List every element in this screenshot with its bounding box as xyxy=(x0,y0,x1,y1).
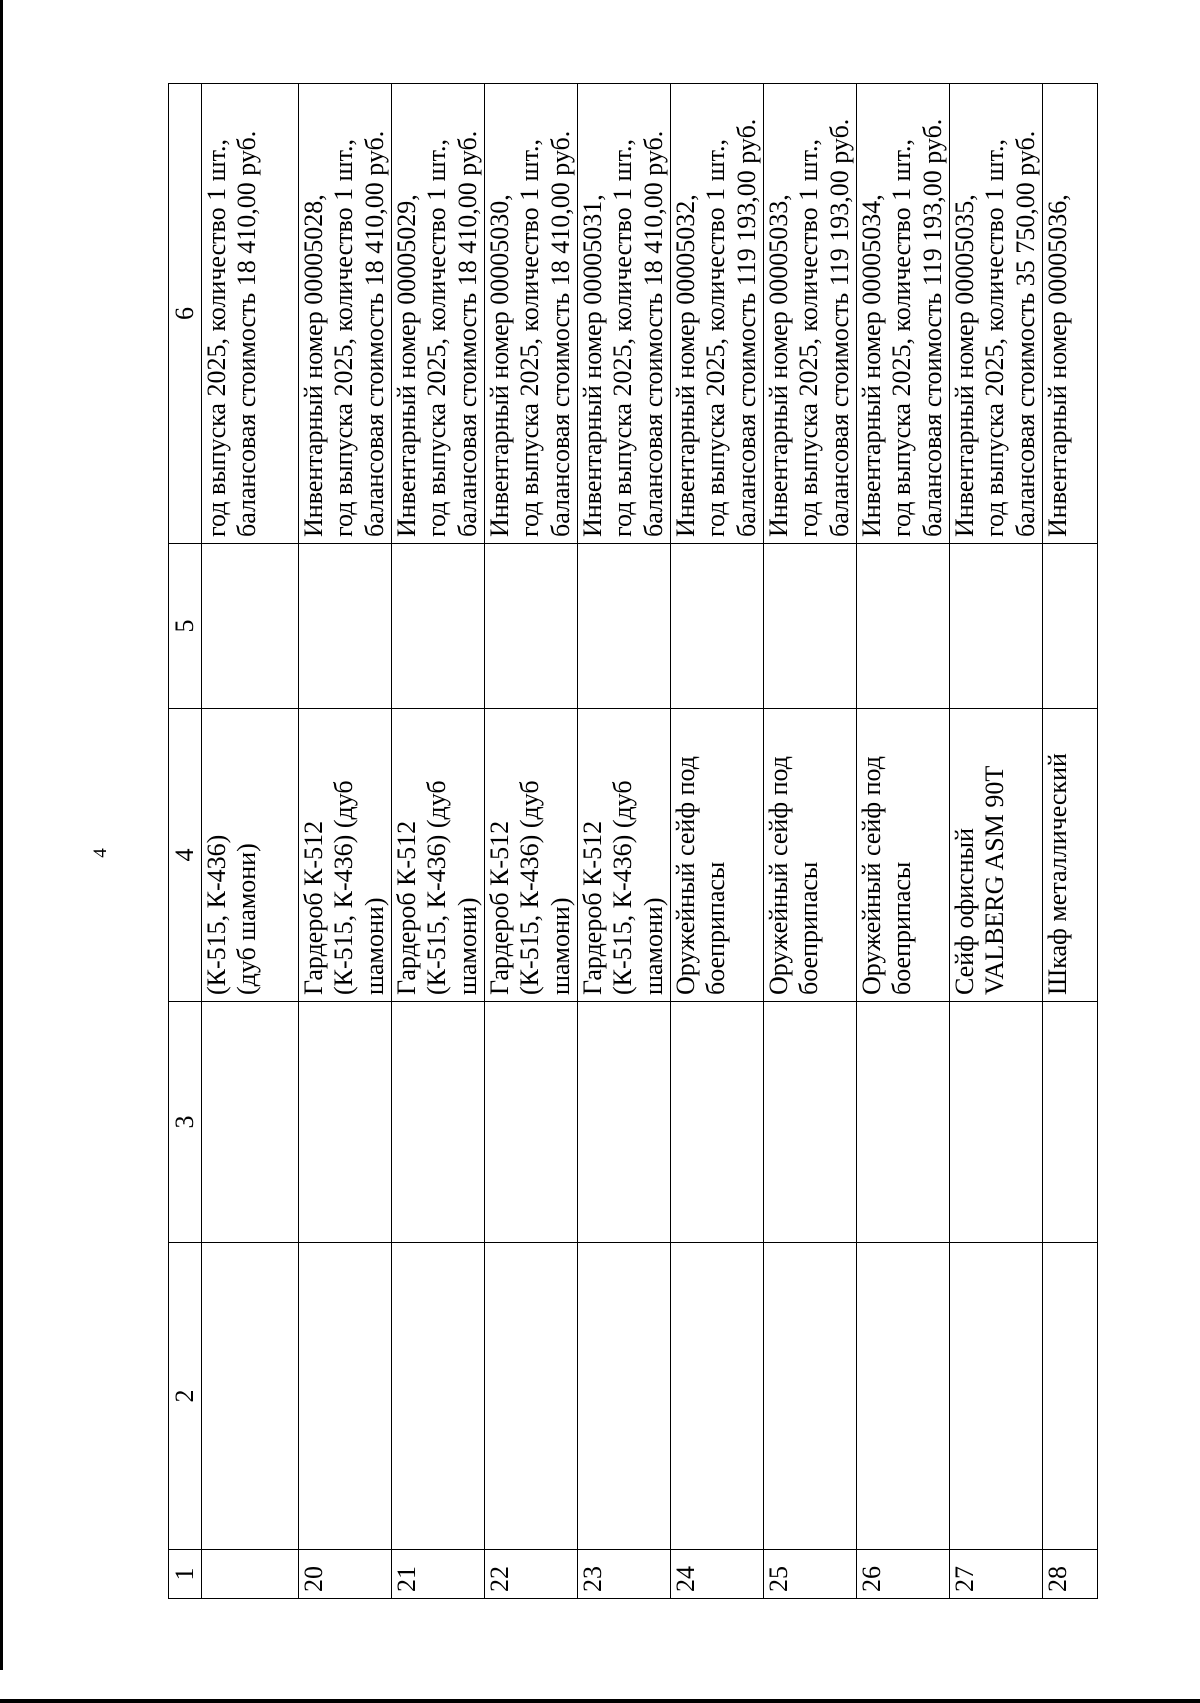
item-details: Инвентарный номер 00005030, год выпуска 2025, количество 1 шт., балансовая стоимость 18 410,00 руб. xyxy=(485,84,578,544)
cell-col2 xyxy=(202,1243,299,1550)
item-details: Инвентарный номер 00005032, год выпуска 2025, количество 1 шт., балансовая стоимость 119 193,00 руб. xyxy=(671,84,764,544)
cell-col5 xyxy=(392,544,485,709)
item-name: Оружейный сейф под боеприпасы xyxy=(671,709,764,1002)
cell-col5 xyxy=(485,544,578,709)
cell-col2 xyxy=(485,1243,578,1550)
cell-col3 xyxy=(299,1002,392,1243)
table-row xyxy=(764,84,857,1599)
cell-col5 xyxy=(764,544,857,709)
cell-col3 xyxy=(578,1002,671,1243)
header-cell-4: 4 xyxy=(169,709,202,1002)
row-number: 22 xyxy=(485,1550,578,1599)
cell-col3 xyxy=(857,1002,950,1243)
row-number: 26 xyxy=(857,1550,950,1599)
header-cell-6: 6 xyxy=(169,84,202,544)
row-number: 21 xyxy=(392,1550,485,1599)
header-cell-2: 2 xyxy=(169,1243,202,1550)
item-details: Инвентарный номер 00005028, год выпуска 2025, количество 1 шт., балансовая стоимость 18 410,00 руб. xyxy=(299,84,392,544)
item-name: Оружейный сейф под боеприпасы xyxy=(857,709,950,1002)
cell-col2 xyxy=(671,1243,764,1550)
cell-col3 xyxy=(671,1002,764,1243)
table-row xyxy=(299,84,392,1599)
cell-col3 xyxy=(950,1002,1043,1243)
table-row xyxy=(950,84,1043,1599)
header-cell-3: 3 xyxy=(169,1002,202,1243)
item-details: год выпуска 2025, количество 1 шт., балансовая стоимость 18 410,00 руб. xyxy=(202,84,299,544)
cell-col5 xyxy=(299,544,392,709)
cell-col2 xyxy=(950,1243,1043,1550)
page-number: 4 xyxy=(89,848,111,858)
table-row xyxy=(392,84,485,1599)
row-number xyxy=(202,1550,299,1599)
cell-col2 xyxy=(857,1243,950,1550)
cell-col3 xyxy=(764,1002,857,1243)
item-name: Сейф офисный VALBERG ASM 90T xyxy=(950,709,1043,1002)
row-number: 25 xyxy=(764,1550,857,1599)
cell-col3 xyxy=(202,1002,299,1243)
header-row xyxy=(169,84,202,1599)
row-number: 28 xyxy=(1043,1550,1098,1599)
item-details: Инвентарный номер 00005033, год выпуска 2025, количество 1 шт., балансовая стоимость 119 193,00 руб. xyxy=(764,84,857,544)
cell-col2 xyxy=(578,1243,671,1550)
item-name: (К-515, К-436) (дуб шамони) xyxy=(202,709,299,1002)
rotated-table-container xyxy=(168,84,1072,1599)
row-number: 23 xyxy=(578,1550,671,1599)
item-name: Шкаф металлический xyxy=(1043,709,1098,1002)
item-name: Гардероб К-512 (К-515, К-436) (дуб шамони) xyxy=(392,709,485,1002)
cell-col5 xyxy=(950,544,1043,709)
cell-col2 xyxy=(1043,1243,1098,1550)
table-row xyxy=(1043,84,1098,1599)
table-row xyxy=(202,84,299,1599)
item-details: Инвентарный номер 00005034, год выпуска 2025, количество 1 шт., балансовая стоимость 119 193,00 руб. xyxy=(857,84,950,544)
item-name: Гардероб К-512 (К-515, К-436) (дуб шамони) xyxy=(299,709,392,1002)
table-row xyxy=(671,84,764,1599)
item-details: Инвентарный номер 00005031, год выпуска 2025, количество 1 шт., балансовая стоимость 18 410,00 руб. xyxy=(578,84,671,544)
cell-col5 xyxy=(202,544,299,709)
item-details: Инвентарный номер 00005036, xyxy=(1043,84,1098,544)
cell-col5 xyxy=(671,544,764,709)
item-name: Оружейный сейф под боеприпасы xyxy=(764,709,857,1002)
cell-col2 xyxy=(764,1243,857,1550)
row-number: 20 xyxy=(299,1550,392,1599)
item-details: Инвентарный номер 00005029, год выпуска 2025, количество 1 шт., балансовая стоимость 18 410,00 руб. xyxy=(392,84,485,544)
table-row xyxy=(485,84,578,1599)
table-row xyxy=(578,84,671,1599)
item-details: Инвентарный номер 00005035, год выпуска 2025, количество 1 шт., балансовая стоимость 35 750,00 руб. xyxy=(950,84,1043,544)
row-number: 24 xyxy=(671,1550,764,1599)
cell-col3 xyxy=(485,1002,578,1243)
item-name: Гардероб К-512 (К-515, К-436) (дуб шамони) xyxy=(578,709,671,1002)
cell-col3 xyxy=(1043,1002,1098,1243)
header-cell-1: 1 xyxy=(169,1550,202,1599)
cell-col5 xyxy=(857,544,950,709)
row-number: 27 xyxy=(950,1550,1043,1599)
cell-col5 xyxy=(1043,544,1098,709)
cell-col2 xyxy=(392,1243,485,1550)
scan-edge-bottom xyxy=(0,1699,1200,1703)
cell-col5 xyxy=(578,544,671,709)
table-row xyxy=(857,84,950,1599)
cell-col3 xyxy=(392,1002,485,1243)
cell-col2 xyxy=(299,1243,392,1550)
scan-edge-left xyxy=(0,0,3,1670)
header-cell-5: 5 xyxy=(169,544,202,709)
item-name: Гардероб К-512 (К-515, К-436) (дуб шамони) xyxy=(485,709,578,1002)
inventory-table xyxy=(168,83,1098,1599)
